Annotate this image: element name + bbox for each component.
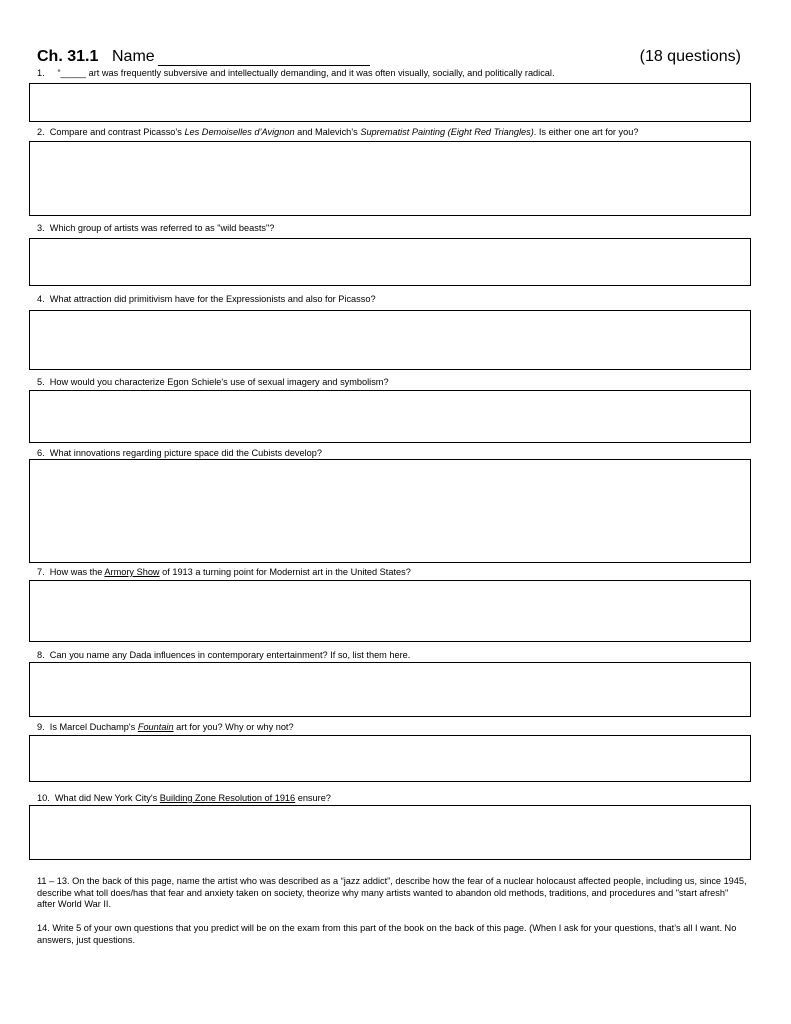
answer-box-8[interactable] <box>29 662 751 717</box>
question-text: How would you characterize Egon Schiele's use of sexual imagery and symbolism? <box>49 377 389 387</box>
question-text: “_____ art was frequently subversive and intellectually demanding, and it was often visually, socially, and politically radical. <box>57 68 555 78</box>
artwork-title: Suprematist Painting (Eight Red Triangles) <box>360 127 534 137</box>
answer-box-2[interactable] <box>29 141 751 216</box>
armory-show-term: Armory Show <box>104 567 160 577</box>
answer-box-5[interactable] <box>29 390 751 443</box>
question-10: 10. What did New York City's Building Zone Resolution of 1916 ensure? <box>37 793 331 803</box>
question-text: What innovations regarding picture space did the Cubists develop? <box>49 448 322 458</box>
question-9: 9. Is Marcel Duchamp's Fountain art for you? Why or why not? <box>37 722 294 732</box>
question-text: Which group of artists was referred to as "wild beasts"? <box>49 223 275 233</box>
question-4 <box>37 293 376 305</box>
instructions-14: 14. Write 5 of your own questions that you predict will be on the exam from this part of the book on the back of this page. (When I ask for your questions, that’s all I want. No answers, just questions. <box>37 923 737 945</box>
question-number: 5. <box>37 377 45 387</box>
question-8 <box>37 649 410 661</box>
question-3 <box>37 222 274 234</box>
question-7: 7. How was the Armory Show of 1913 a turning point for Modernist art in the United States? <box>37 567 411 577</box>
question-number: 9. <box>37 722 45 732</box>
question-number: 2. <box>37 127 45 137</box>
chapter-title: Ch. 31.1 <box>37 48 99 65</box>
artwork-title: Les Demoiselles d’Avignon <box>184 127 295 137</box>
question-number: 7. <box>37 567 45 577</box>
question-count: (18 questions) <box>639 48 741 65</box>
artwork-title: Fountain <box>137 722 174 732</box>
question-text: Can you name any Dada influences in contemporary entertainment? If so, list them here. <box>49 650 411 660</box>
question-number: 8. <box>37 650 45 660</box>
zoning-term: Building Zone Resolution of 1916 <box>159 793 296 803</box>
name-label: Name <box>112 48 155 65</box>
question-5 <box>37 376 389 388</box>
question-1 <box>37 67 555 79</box>
answer-box-9[interactable] <box>29 735 751 782</box>
answer-box-10[interactable] <box>29 805 751 860</box>
question-6 <box>37 447 322 459</box>
question-text: What attraction did primitivism have for the Expressionists and also for Picasso? <box>49 294 376 304</box>
name-line[interactable] <box>158 65 370 66</box>
answer-box-6[interactable] <box>29 459 751 563</box>
question-number: 1. <box>37 68 45 78</box>
question-number: 3. <box>37 223 45 233</box>
question-number: 6. <box>37 448 45 458</box>
instructions-11-13: 11 – 13. On the back of this page, name the artist who was described as a “jazz addict”, describe how the fear of a nuclear holocaust affected people, including us, since 1945, describe what toll does/has that fear and anxiety taken on society, theorize why many artists wanted to abandon old methods, traditions, and procedures and "start afresh" after World War II. <box>37 876 747 909</box>
answer-box-3[interactable] <box>29 238 751 286</box>
question-number: 10. <box>37 793 50 803</box>
answer-box-4[interactable] <box>29 310 751 370</box>
answer-box-1[interactable] <box>29 83 751 122</box>
answer-box-7[interactable] <box>29 580 751 642</box>
question-number: 4. <box>37 294 45 304</box>
question-2: 2. Compare and contrast Picasso’s Les Demoiselles d’Avignon and Malevich’s Suprematist Painting (Eight Red Triangles). Is either one art for you? <box>37 127 639 137</box>
